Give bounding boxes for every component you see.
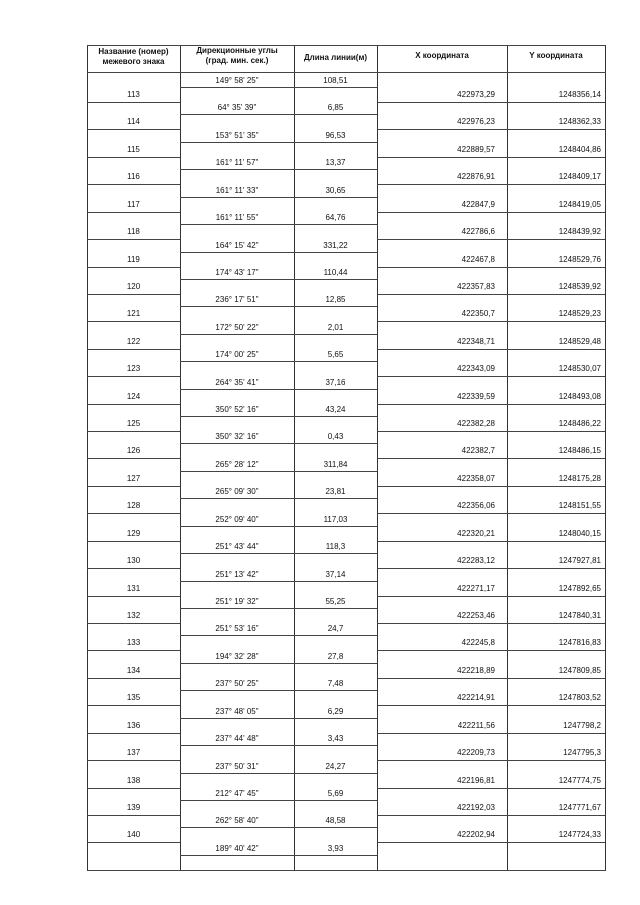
line-length: 311,84 [323,459,348,469]
boundary-mark-name: 135 [126,693,141,703]
boundary-mark-name: 123 [126,364,141,374]
direction-angle: 251° 19' 32" [215,596,259,606]
point-rule [377,788,605,789]
y-coordinate: 1247798,2 [563,720,601,730]
boundary-mark-name: 121 [126,309,141,319]
line-length: 0,43 [327,432,344,442]
direction-angle: 64° 35' 39" [217,103,257,113]
y-coordinate: 1248040,15 [558,528,601,538]
direction-angle: 172° 50' 22" [215,322,259,332]
point-rule [87,623,180,624]
segment-rule [180,114,377,115]
y-coordinate: 1248151,55 [558,501,601,511]
point-rule [87,760,180,761]
boundary-mark-name: 118 [127,227,140,237]
x-coordinate: 422218,89 [457,665,495,675]
y-coordinate: 1248486,22 [558,419,601,429]
segment-rule [180,389,377,390]
point-rule [87,678,180,679]
segment-rule [180,252,377,253]
boundary-mark-name: 116 [127,172,140,182]
direction-angle: 251° 43' 44" [215,542,259,552]
y-coordinate: 1247795,3 [563,748,601,758]
x-coordinate: 422356,06 [457,501,495,511]
point-rule [377,157,605,158]
y-coordinate: 1247803,52 [558,693,601,703]
direction-angle: 350° 32' 16" [215,432,259,442]
header-angle-line2: (град. мин. сек.) [205,56,269,65]
boundary-mark-name: 138 [126,775,141,785]
segment-rule [180,526,377,527]
point-rule [87,431,180,432]
point-rule [377,705,605,706]
x-coordinate: 422245,8 [461,638,495,648]
direction-angle: 350° 52' 16" [215,405,259,415]
line-length: 24,7 [327,624,344,634]
x-coordinate: 422343,09 [457,364,495,374]
point-rule [87,321,180,322]
y-coordinate: 1248404,86 [558,144,601,154]
point-rule [377,267,605,268]
point-rule [87,541,180,542]
point-rule [87,157,180,158]
boundary-mark-name: 119 [127,254,140,264]
y-coordinate: 1247816,83 [558,638,601,648]
y-coordinate: 1248529,23 [558,309,601,319]
direction-angle: 189° 40' 42" [215,843,259,853]
segment-rule [180,745,377,746]
point-rule [87,705,180,706]
direction-angle: 194° 32' 28" [215,651,259,661]
segment-rule [180,471,377,472]
point-rule [377,294,605,295]
point-rule [377,431,605,432]
x-coordinate: 422976,23 [457,117,495,127]
boundary-mark-name: 136 [126,720,141,730]
point-rule [377,486,605,487]
point-rule [377,212,605,213]
line-length: 43,24 [325,405,346,415]
direction-angle: 161° 11' 57" [215,158,259,168]
point-rule [87,650,180,651]
line-length: 96,53 [325,130,346,140]
header-bottom-rule [87,72,606,73]
boundary-mark-name: 114 [127,117,140,127]
segment-rule [180,635,377,636]
segment-rule [180,142,377,143]
header-angle-line1: Дирекционные углы [196,46,278,55]
point-rule [377,349,605,350]
boundary-mark-name: 126 [126,446,141,456]
point-rule [87,596,180,597]
direction-angle: 212° 47' 45" [215,788,259,798]
segment-rule [180,690,377,691]
header-name-line2: межевого знака [102,57,165,66]
point-rule [87,404,180,405]
point-rule [377,102,605,103]
boundary-mark-name: 115 [127,144,140,154]
x-coordinate: 422350,7 [461,309,495,319]
x-coordinate: 422339,59 [457,391,495,401]
x-coordinate: 422253,46 [457,610,495,620]
point-rule [377,404,605,405]
segment-rule [180,718,377,719]
x-coordinate: 422320,21 [457,528,495,538]
y-coordinate: 1247892,65 [558,583,601,593]
line-length: 331,22 [323,240,348,250]
line-length: 7,48 [327,679,344,689]
line-length: 55,25 [325,596,346,606]
point-rule [377,129,605,130]
point-rule [87,349,180,350]
table-border-top [87,45,606,46]
y-coordinate: 1248530,07 [558,364,601,374]
x-coordinate: 422876,91 [457,172,495,182]
point-rule [377,760,605,761]
direction-angle: 161° 11' 55" [215,213,259,223]
segment-rule [180,197,377,198]
line-length: 3,43 [327,734,344,744]
point-rule [377,321,605,322]
y-coordinate: 1247774,75 [558,775,601,785]
x-coordinate: 422889,57 [457,144,495,154]
x-coordinate: 422348,71 [457,336,495,346]
boundary-mark-name: 122 [126,336,141,346]
boundary-mark-name: 131 [126,583,141,593]
line-length: 13,37 [325,158,346,168]
direction-angle: 236° 17' 51" [215,295,259,305]
segment-rule [180,498,377,499]
x-coordinate: 422382,28 [457,419,495,429]
x-coordinate: 422357,83 [457,281,495,291]
direction-angle: 153° 51' 35" [215,130,259,140]
y-coordinate: 1248529,48 [558,336,601,346]
boundary-mark-name: 128 [126,501,141,511]
x-coordinate: 422202,94 [457,830,495,840]
header-y: Y координата [529,51,583,60]
point-rule [87,267,180,268]
segment-rule [180,169,377,170]
direction-angle: 237° 48' 05" [215,706,259,716]
y-coordinate: 1248439,92 [558,227,601,237]
point-rule [87,458,180,459]
line-length: 37,16 [325,377,346,387]
direction-angle: 264° 35' 41" [215,377,259,387]
point-rule [377,623,605,624]
y-coordinate: 1248419,05 [558,199,601,209]
boundary-mark-name: 125 [126,419,141,429]
direction-angle: 174° 43' 17" [215,267,259,277]
point-rule [377,568,605,569]
x-coordinate: 422192,03 [457,802,495,812]
segment-rule [180,361,377,362]
point-rule [87,184,180,185]
boundary-mark-name: 120 [126,281,141,291]
point-rule [87,376,180,377]
point-rule [87,568,180,569]
point-rule [87,842,180,843]
y-coordinate: 1248362,33 [558,117,601,127]
boundary-mark-name: 129 [126,528,141,538]
line-length: 108,51 [323,76,348,85]
table-border-bottom [87,870,606,871]
point-rule [87,513,180,514]
y-coordinate: 1247927,81 [558,556,601,566]
segment-rule [180,553,377,554]
line-length: 117,03 [323,514,348,524]
point-rule [377,376,605,377]
boundary-mark-name: 139 [126,802,141,812]
point-rule [377,596,605,597]
direction-angle: 262° 58' 40" [215,816,259,826]
direction-angle: 237° 44' 48" [215,734,259,744]
segment-rule [180,581,377,582]
direction-angle: 265° 09' 30" [215,487,259,497]
boundary-mark-name: 127 [126,473,141,483]
line-length: 23,81 [325,487,346,497]
point-rule [377,650,605,651]
point-rule [87,212,180,213]
line-length: 5,69 [327,788,344,798]
x-coordinate: 422786,6 [461,227,495,237]
x-coordinate: 422358,07 [457,473,495,483]
point-rule [377,513,605,514]
direction-angle: 251° 53' 16" [215,624,259,634]
line-length: 30,65 [325,185,346,195]
x-coordinate: 422973,29 [457,90,495,99]
line-length: 118,3 [325,542,346,552]
line-length: 3,93 [327,843,344,853]
line-length: 27,8 [327,651,344,661]
point-rule [87,733,180,734]
line-length: 6,85 [327,103,344,113]
boundary-mark-name: 117 [127,199,140,209]
boundary-mark-name: 132 [126,610,141,620]
point-rule [377,815,605,816]
direction-angle: 251° 13' 42" [215,569,259,579]
direction-angle: 161° 11' 33" [215,185,259,195]
x-coordinate: 422847,9 [461,199,495,209]
x-coordinate: 422211,56 [457,720,495,730]
line-length: 64,76 [325,213,346,223]
point-rule [377,678,605,679]
line-length: 24,27 [325,761,346,771]
segment-rule [180,306,377,307]
header-name-line1: Название (номер) [98,47,169,56]
x-coordinate: 422196,81 [457,775,495,785]
point-rule [87,102,180,103]
segment-rule [180,663,377,664]
boundary-mark-name: 133 [126,638,141,648]
y-coordinate: 1247724,33 [558,830,601,840]
boundary-mark-name: 140 [126,830,141,840]
y-coordinate: 1248486,15 [558,446,601,456]
y-coordinate: 1247771,67 [558,802,601,812]
segment-rule [180,279,377,280]
line-length: 110,44 [323,267,348,277]
y-coordinate: 1248175,28 [558,473,601,483]
x-coordinate: 422382,7 [461,446,495,456]
direction-angle: 265° 28' 12" [215,459,259,469]
x-coordinate: 422467,8 [461,254,495,264]
segment-rule [180,608,377,609]
point-rule [377,239,605,240]
boundary-mark-name: 124 [126,391,141,401]
y-coordinate: 1247809,85 [558,665,601,675]
point-rule [87,486,180,487]
direction-angle: 149° 58' 25" [215,76,259,85]
direction-angle: 237° 50' 25" [215,679,259,689]
header-x: X координата [415,51,469,60]
point-rule [377,733,605,734]
point-rule [87,129,180,130]
segment-rule [180,827,377,828]
y-coordinate: 1248529,76 [558,254,601,264]
segment-rule [180,773,377,774]
direction-angle: 164° 15' 42" [215,240,259,250]
direction-angle: 237° 50' 31" [215,761,259,771]
direction-angle: 252° 09' 40" [215,514,259,524]
x-coordinate: 422214,91 [457,693,495,703]
segment-rule [180,443,377,444]
y-coordinate: 1248356,14 [558,90,601,99]
direction-angle: 174° 00' 25" [215,350,259,360]
x-coordinate: 422271,17 [457,583,495,593]
segment-rule [180,224,377,225]
boundary-mark-name: 113 [127,90,140,99]
point-rule [87,815,180,816]
x-coordinate: 422283,12 [457,556,495,566]
segment-rule [180,855,377,856]
line-length: 12,85 [325,295,346,305]
line-length: 37,14 [325,569,346,579]
segment-rule [180,800,377,801]
line-length: 48,58 [325,816,346,826]
segment-rule [180,334,377,335]
point-rule [87,239,180,240]
boundary-mark-name: 134 [126,665,141,675]
line-length: 5,65 [327,350,344,360]
y-coordinate: 1248493,08 [558,391,601,401]
y-coordinate: 1248409,17 [558,172,601,182]
segment-rule [180,416,377,417]
boundary-mark-name: 130 [126,556,141,566]
y-coordinate: 1248539,92 [558,281,601,291]
header-length: Длина линии(м) [303,53,368,62]
point-rule [377,458,605,459]
line-length: 6,29 [327,706,344,716]
boundary-mark-name: 137 [126,748,141,758]
point-rule [377,184,605,185]
point-rule [87,294,180,295]
point-rule [87,788,180,789]
y-coordinate: 1247840,31 [558,610,601,620]
point-rule [377,541,605,542]
x-coordinate: 422209,73 [457,748,495,758]
table-border-right [605,45,606,871]
point-rule [377,842,605,843]
segment-rule [180,87,377,88]
line-length: 2,01 [327,322,344,332]
